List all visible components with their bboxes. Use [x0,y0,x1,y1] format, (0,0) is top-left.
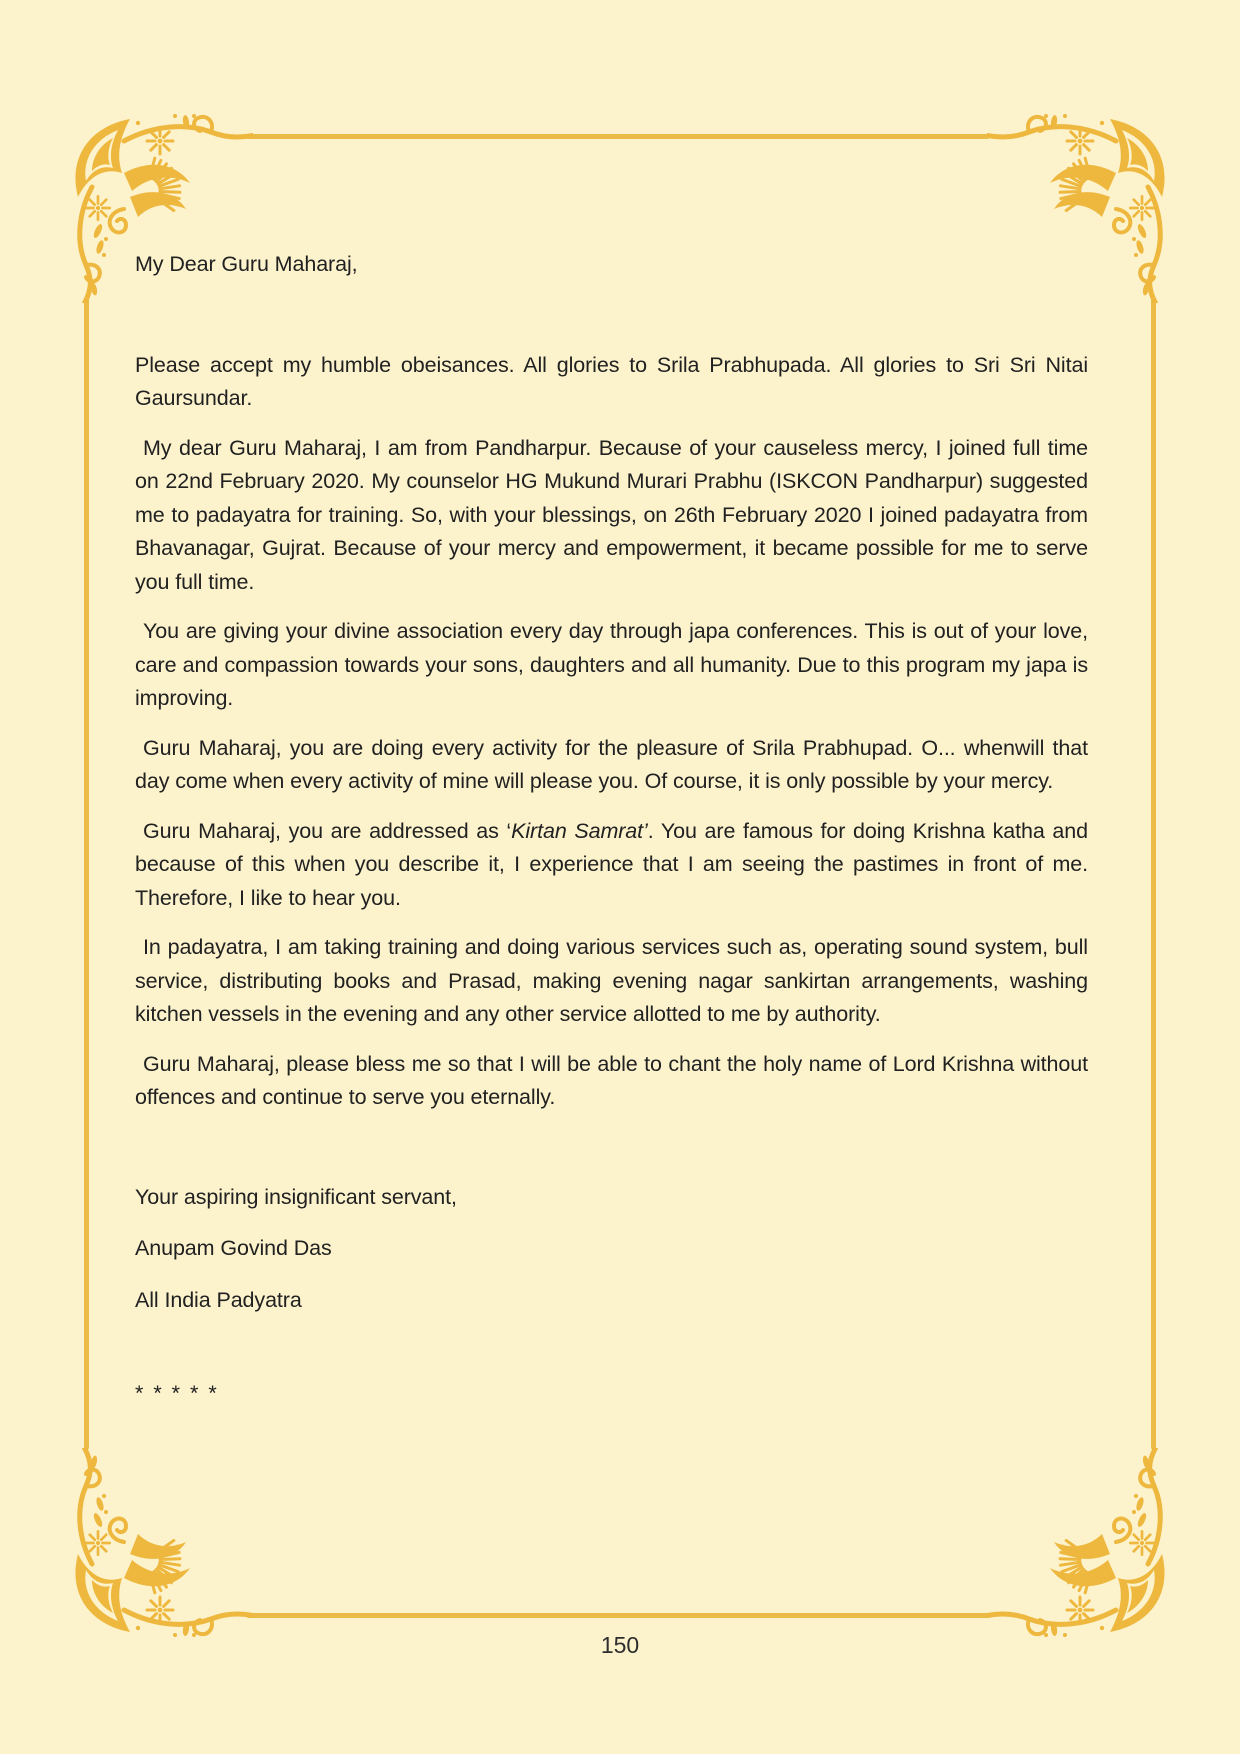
salutation: My Dear Guru Maharaj, [135,252,358,276]
border-line-left [84,298,89,1450]
border-line-top [246,134,990,139]
italic-phrase: Kirtan Samrat’ [511,818,648,843]
paragraph-segment: Guru Maharaj, you are addressed as ‘ [143,818,512,843]
letter-paragraph: Please accept my humble obeisances. All glories to Srila Prabhupada. All glories to Sri Sri Nitai Gaursundar. [135,352,1088,410]
letter-paragraph: Guru Maharaj, please bless me so that I will be able to chant the holy name of Lord Krishna without offences and continue to serve you eternally. [135,1051,1088,1109]
letter-paragraph: Guru Maharaj, you are doing every activity for the pleasure of Srila Prabhupad. O... whenwill that day come when every activity of mine will please you. Of course, it is only possible by your mercy. [135,735,1088,793]
border-line-bottom [246,1613,990,1618]
letter-paragraph: In padayatra, I am taking training and doing various services such as, operating sound system, bull service, distributing books and Prasad, making evening nagar sankirtan arrangements, washing kitchen vessels in the evening and any other service allotted to me by authority. [135,935,1088,1026]
letter-paragraph [135,815,1088,916]
letter-paragraph: You are giving your divine association every day through japa conferences. This is out of your love, care and compassion towards your sons, daughters and all humanity. Due to this program my japa is improving. [135,619,1088,710]
corner-flourish-bottom-left-icon [68,1448,253,1638]
paragraph-segment: . You are famous for doing Krishna katha and because of this when you describe it, I experience that I am seeing the pastimes in front of me. Therefore, I like to hear you. [135,818,1088,910]
corner-flourish-bottom-right-icon [987,1448,1172,1638]
closing-line: Anupam Govind Das [135,1236,332,1260]
letter-paragraph: My dear Guru Maharaj, I am from Pandharpur. Because of your causeless mercy, I joined full time on 22nd February 2020. My counselor HG Mukund Murari Prabhu (ISKCON Pandharpur) suggested me to padayatra for training. So, with your blessings, on 26th February 2020 I joined padayatra from Bhavanagar, Gujrat. Because of your mercy and empowerment, it became possible for me to serve you full time. [135,435,1088,594]
closing-line: All India Padyatra [135,1287,302,1312]
closing-line: Your aspiring insignificant servant, [135,1184,457,1209]
letter-content [135,248,1088,1411]
border-line-right [1151,298,1156,1450]
separator-stars: * * * * * [135,1381,219,1405]
page-number: 150 [600,1632,640,1658]
closing-block [135,1181,1088,1318]
